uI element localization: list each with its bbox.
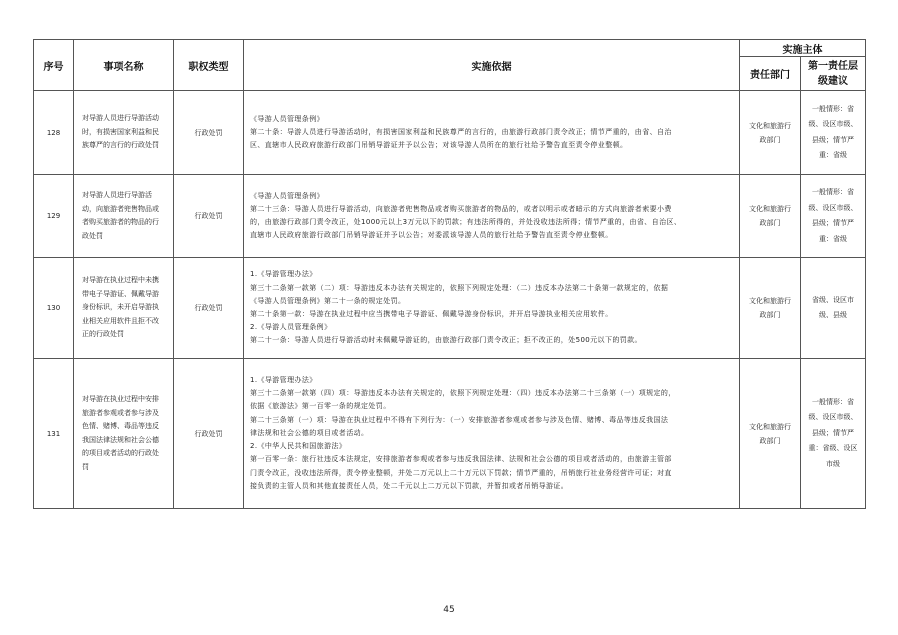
row-type: 行政处罚 — [174, 258, 244, 359]
page-number: 45 — [443, 605, 455, 615]
basis-line: 第三十二条第一款第（二）项：导游违反本办法有关规定的，依照下列规定处理：（二）违反本办法第二十条第一款规定的，依据 — [250, 283, 669, 292]
row-type: 行政处罚 — [174, 175, 244, 258]
row-seq: 131 — [34, 359, 74, 509]
basis-line: 接负责的主管人员和其他直接责任人员，处二千元以上二万元以下罚款，并暂扣或者吊销导游证。 — [250, 481, 569, 490]
basis-line: 第三十二条第一款第（四）项：导游违反本办法有关规定的，依照下列规定处理：（四）违反本办法第二十三条第（一）项规定的， — [250, 389, 676, 398]
basis-line: 依据《旅游法》第一百零一条的规定处罚。 — [250, 402, 391, 411]
row-dept: 文化和旅游行政部门 — [740, 91, 801, 175]
basis-line: 1.《导游管理办法》 — [250, 376, 317, 385]
row-type: 行政处罚 — [174, 359, 244, 509]
basis-line: 第二十三条第（一）项：导游在执业过程中不得有下列行为：（一）安排旅游者参观或者参与涉及色情、赌博、毒品等违反我国法 — [250, 415, 669, 424]
row-name: 对导游人员进行导游活动，向旅游者兜售物品或者购买旅游者的物品的行政处罚 — [74, 175, 174, 258]
basis-line: 门责令改正，没收违法所得，责令停业整顿，并处二万元以上二十万元以下罚款；情节严重的，吊销旅行社业务经营许可证；对直 — [250, 468, 672, 477]
table-row — [34, 175, 866, 258]
table-row — [34, 91, 866, 175]
header-name: 事项名称 — [74, 40, 174, 91]
row-seq: 130 — [34, 258, 74, 359]
basis-line: 第一百零一条：旅行社违反本法规定，安排旅游者参观或者参与违反我国法律、法规和社会公德的项目或者活动的，由旅游主管部 — [250, 455, 672, 464]
header-level: 第一责任层级建议 — [801, 57, 866, 91]
header-basis: 实施依据 — [244, 40, 740, 91]
row-basis — [244, 91, 740, 175]
header-subject: 实施主体 — [740, 40, 866, 57]
row-basis — [244, 175, 740, 258]
table-row — [34, 359, 866, 509]
row-seq: 129 — [34, 175, 74, 258]
row-name: 对导游人员进行导游活动时，有损害国家利益和民族尊严的言行的行政处罚 — [74, 91, 174, 175]
basis-line: 2.《中华人民共和国旅游法》 — [250, 442, 347, 451]
row-level: 省级、设区市级、县级 — [801, 258, 866, 359]
basis-line: 区、直辖市人民政府旅游行政部门吊销导游证并予以公告；对该导游人员所在的旅行社给予警告直至责令停业整顿。 — [250, 141, 628, 150]
row-level: 一般情形：省级、设区市级、县级；情节严重：省级 — [801, 91, 866, 175]
row-dept: 文化和旅游行政部门 — [740, 359, 801, 509]
row-name: 对导游在执业过程中未携带电子导游证、佩戴导游身份标识，未开启导游执业相关应用软件且拒不改正的行政处罚 — [74, 258, 174, 359]
row-type: 行政处罚 — [174, 91, 244, 175]
row-level: 一般情形：省级、设区市级、县级；情节严重：省级 — [801, 175, 866, 258]
row-basis — [244, 359, 740, 509]
basis-line: 第二十一条：导游人员进行导游活动时未佩戴导游证的，由旅游行政部门责令改正；拒不改正的，处500元以下的罚款。 — [250, 336, 642, 345]
basis-line: 第二十条：导游人员进行导游活动时，有损害国家利益和民族尊严的言行的，由旅游行政部门责令改正；情节严重的，由省、自治 — [250, 127, 672, 136]
header-seq: 序号 — [34, 40, 74, 91]
row-dept: 文化和旅游行政部门 — [740, 258, 801, 359]
row-seq: 128 — [34, 91, 74, 175]
row-level: 一般情形：省级、设区市级、县级；情节严重：省级、设区市级 — [801, 359, 866, 509]
row-name: 对导游在执业过程中安排旅游者参观或者参与涉及色情、赌博、毒品等违反我国法律法规和社会公德的项目或者活动的行政处罚 — [74, 359, 174, 509]
basis-line: 的，由旅游行政部门责令改正，处1000元以上3万元以下的罚款；有违法所得的，并处没收违法所得；情节严重的，由省、自治区、 — [250, 218, 682, 226]
row-dept: 文化和旅游行政部门 — [740, 175, 801, 258]
basis-line: 1.《导游管理办法》 — [250, 270, 317, 279]
header-type: 职权类型 — [174, 40, 244, 91]
basis-line: 《导游人员管理条例》 — [250, 191, 324, 200]
basis-line: 2.《导游人员管理条例》 — [250, 323, 332, 332]
basis-line: 《导游人员管理条例》 — [250, 114, 324, 123]
table-row — [34, 258, 866, 359]
basis-line: 律法规和社会公德的项目或者活动。 — [250, 428, 369, 437]
basis-line: 直辖市人民政府旅游行政部门吊销导游证并予以公告；对委派该导游人员的旅行社给予警告直至责令停业整顿。 — [250, 231, 613, 240]
basis-line: 第二十三条：导游人员进行导游活动，向旅游者兜售物品或者购买旅游者的物品的，或者以明示或者暗示的方式向旅游者索要小费 — [250, 204, 672, 213]
header-dept: 责任部门 — [740, 57, 801, 91]
enforcement-table — [33, 39, 866, 509]
basis-line: 第二十条第一款：导游在执业过程中应当携带电子导游证、佩戴导游身份标识，并开启导游执业相关应用软件。 — [250, 310, 613, 318]
basis-line: 《导游人员管理条例》第二十一条的规定处罚。 — [250, 296, 406, 305]
row-basis — [244, 258, 740, 359]
